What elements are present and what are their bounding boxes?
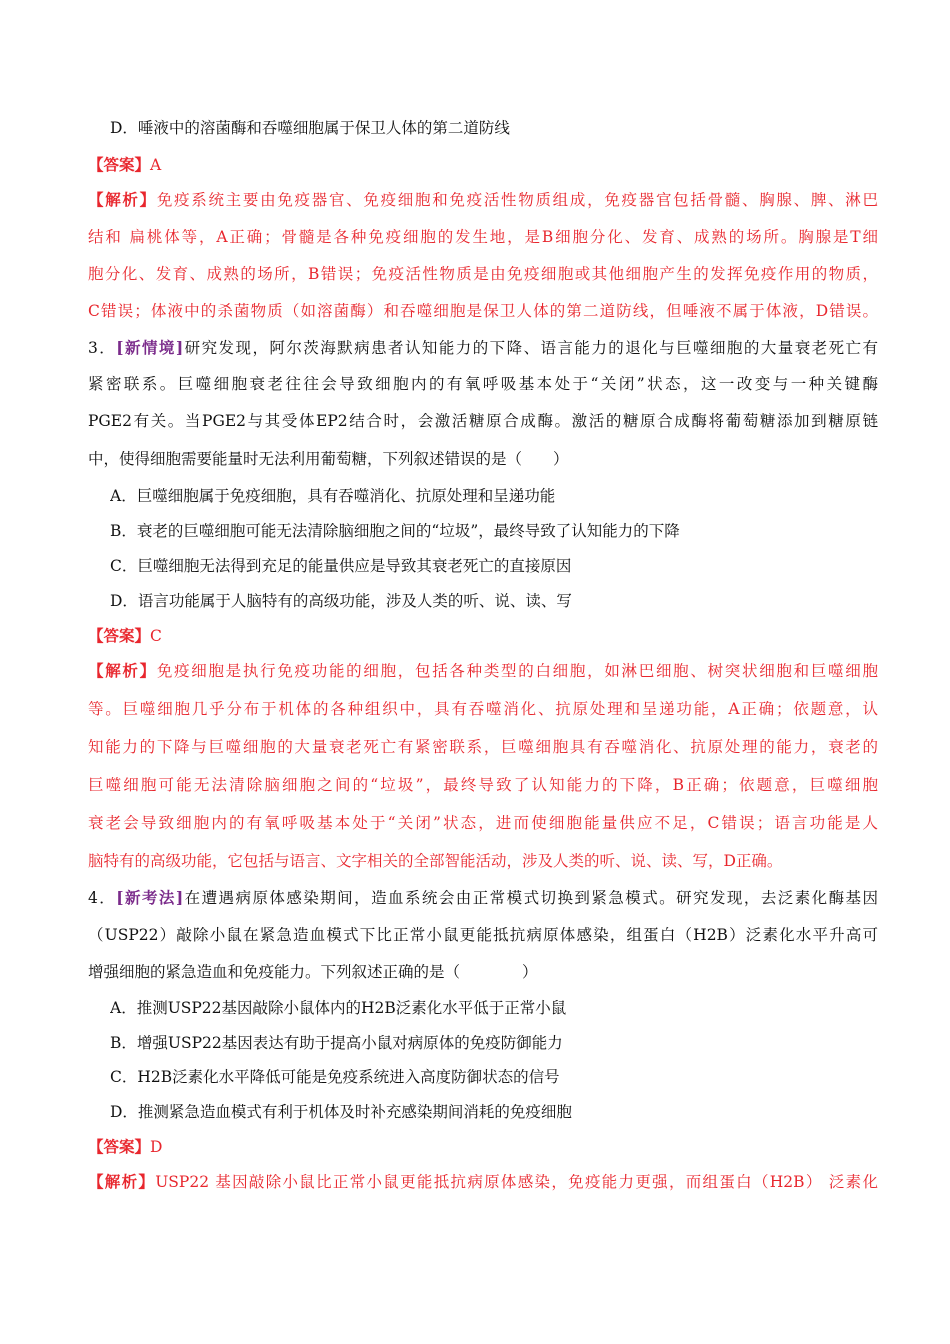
question-tag: [新情境] [116, 338, 184, 357]
q4-stem-line-1: 4．[新考法]在遭遇病原体感染期间，造血系统会由正常模式切换到紧急模式。研究发现，去泛素化酶基因 [88, 888, 878, 907]
q2-option-d: D．唾液中的溶菌酶和吞噬细胞属于保卫人体的第二道防线 [110, 119, 510, 137]
analysis-tag: 【解析】 [88, 661, 157, 680]
question-number: 4． [88, 889, 117, 907]
q3-analysis-line-3: 知能力的下降与巨噬细胞的大量衰老死亡有紧密联系，巨噬细胞具有吞噬消化、抗原处理的能力，衰老的 [88, 738, 878, 756]
q2-answer [88, 155, 878, 175]
q2-analysis-line-3: 胞分化、发育、成熟的场所，B错误；免疫活性物质是由免疫细胞或其他细胞产生的发挥免疫作用的物质， [88, 265, 878, 283]
q3-option-d: D．语言功能属于人脑特有的高级功能，涉及人类的听、说、读、写 [110, 592, 572, 610]
analysis-tag: 【解析】 [88, 190, 157, 209]
answer-tag: 【答案】 [88, 626, 151, 645]
question-tag: [新考法] [116, 888, 184, 907]
q4-stem-line-2: （USP22）敲除小鼠在紧急造血模式下比正常小鼠更能抵抗病原体感染，组蛋白（H2B）泛素化水平升高可 [88, 926, 878, 944]
analysis-tag: 【解析】 [88, 1172, 156, 1191]
q3-stem-line-4: 中，使得细胞需要能量时无法利用葡萄糖，下列叙述错误的是（ ） [88, 450, 569, 468]
q3-answer [88, 626, 878, 646]
answer-value: C [150, 627, 162, 645]
q3-analysis-line-4: 巨噬细胞可能无法清除脑细胞之间的“垃圾”，最终导致了认知能力的下降，B正确；依题意，巨噬细胞 [88, 776, 878, 794]
question-number: 3． [88, 339, 117, 357]
q4-answer [88, 1137, 878, 1157]
answer-tag: 【答案】 [88, 1137, 151, 1156]
q2-analysis-line-1: 【解析】免疫系统主要由免疫器官、免疫细胞和免疫活性物质组成，免疫器官包括骨髓、胸腺、脾、淋巴 [88, 190, 878, 209]
q4-option-b: B．增强USP22基因表达有助于提高小鼠对病原体的免疫防御能力 [110, 1034, 563, 1052]
answer-value: D [150, 1138, 163, 1156]
answer-tag: 【答案】 [88, 155, 151, 174]
q3-analysis-line-6: 脑特有的高级功能，它包括与语言、文字相关的全部智能活动，涉及人类的听、说、读、写，D正确。 [88, 852, 783, 870]
q3-stem-line-2: 紧密联系。巨噬细胞衰老往往会导致细胞内的有氧呼吸基本处于“关闭”状态，这一改变与一种关键酶 [88, 375, 878, 393]
q3-stem-line-1: 3．[新情境]研究发现，阿尔茨海默病患者认知能力的下降、语言能力的退化与巨噬细胞的大量衰老死亡有 [88, 338, 878, 357]
q3-analysis-line-2: 等。巨噬细胞几乎分布于机体的各种组织中，具有吞噬消化、抗原处理和呈递功能，A正确；依题意，认 [88, 700, 878, 718]
q3-analysis-line-1: 【解析】免疫细胞是执行免疫功能的细胞，包括各种类型的白细胞，如淋巴细胞、树突状细胞和巨噬细胞 [88, 661, 878, 680]
q2-analysis-line-2: 结和 扁桃体等，A正确；骨髓是各种免疫细胞的发生地，是B细胞分化、发育、成熟的场所。胸腺是T细 [88, 228, 878, 246]
q4-analysis-line-1: 【解析】USP22 基因敲除小鼠比正常小鼠更能抵抗病原体感染，免疫能力更强，而组蛋白（H2B） 泛素化 [88, 1172, 878, 1191]
q4-option-c: C．H2B泛素化水平降低可能是免疫系统进入高度防御状态的信号 [110, 1068, 560, 1086]
q3-option-a: A．巨噬细胞属于免疫细胞，具有吞噬消化、抗原处理和呈递功能 [110, 487, 556, 505]
q2-analysis-line-4: C错误；体液中的杀菌物质（如溶菌酶）和吞噬细胞是保卫人体的第二道防线，但唾液不属于体液，D错误。 [88, 302, 878, 320]
q4-stem-line-3: 增强细胞的紧急造血和免疫能力。下列叙述正确的是（ ） [88, 963, 538, 981]
q3-stem-line-3: PGE2有关。当PGE2与其受体EP2结合时，会激活糖原合成酶。激活的糖原合成酶将葡萄糖添加到糖原链 [88, 412, 878, 430]
q4-option-a: A．推测USP22基因敲除小鼠体内的H2B泛素化水平低于正常小鼠 [110, 999, 567, 1017]
answer-value: A [150, 156, 162, 174]
q3-option-c: C．巨噬细胞无法得到充足的能量供应是导致其衰老死亡的直接原因 [110, 557, 572, 575]
q3-option-b: B．衰老的巨噬细胞可能无法清除脑细胞之间的“垃圾”，最终导致了认知能力的下降 [110, 522, 680, 540]
q4-option-d: D．推测紧急造血模式有利于机体及时补充感染期间消耗的免疫细胞 [110, 1103, 572, 1121]
q3-analysis-line-5: 衰老会导致细胞内的有氧呼吸基本处于“关闭”状态，进而使细胞能量供应不足，C错误；语言功能是人 [88, 814, 878, 832]
